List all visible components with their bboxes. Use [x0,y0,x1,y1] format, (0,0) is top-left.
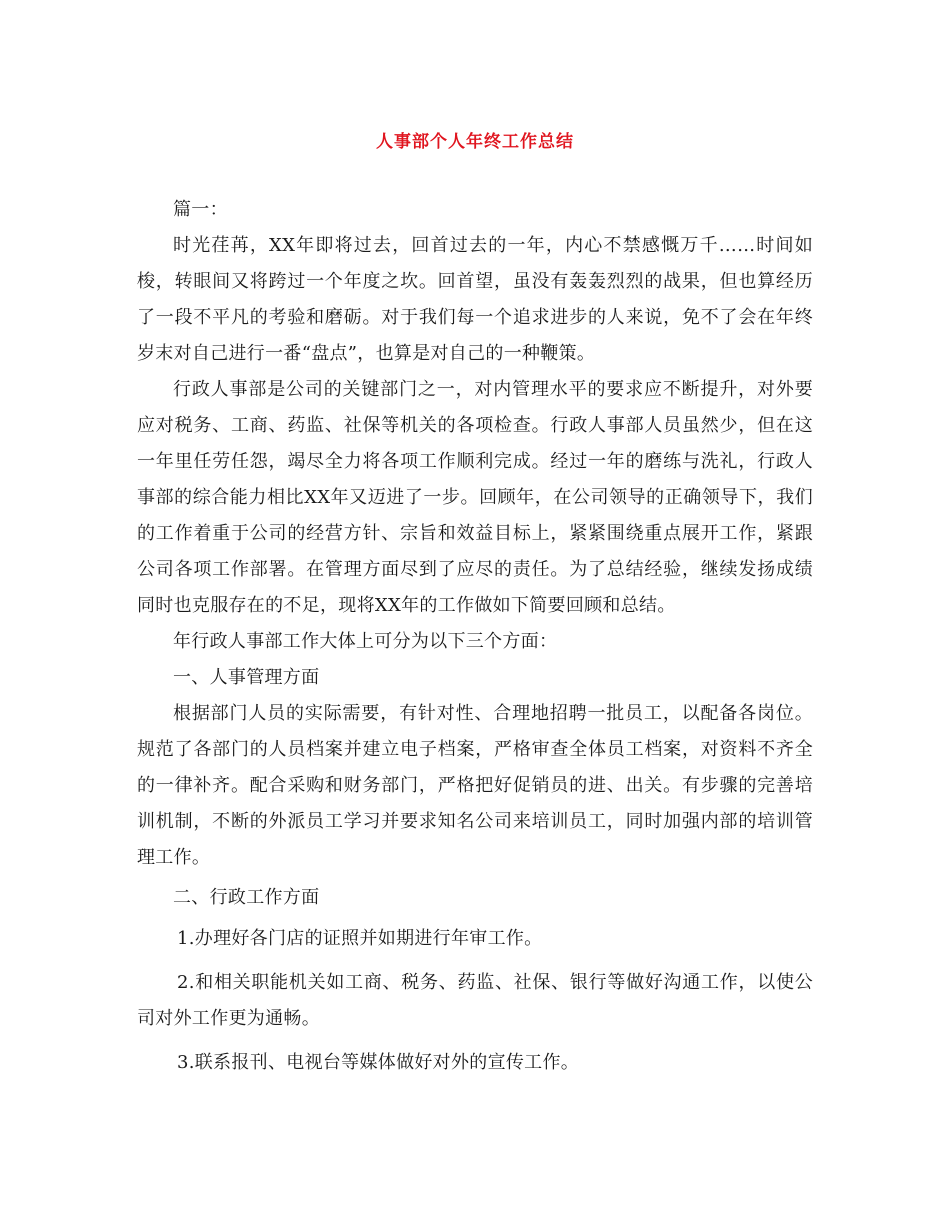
document-title: 人事部个人年终工作总结 [376,132,574,152]
paragraph-department: 行政人事部是公司的关键部门之一，对内管理水平的要求应不断提升，对外要应对税务、工商、药监、社保等机关的各项检查。行政人事部人员虽然少，但在这一年里任劳任怨，竭尽全力将各项工作顺利完成。经过一年的磨练与洗礼，行政人事部的综合能力相比XX年又迈进了一步。回顾年，在公司领导的正确领导下，我们的工作着重于公司的经营方针、宗旨和效益目标上，紧紧围绕重点展开工作，紧跟公司各项工作部署。在管理方面尽到了应尽的责任。为了总结经验，继续发扬成绩同时也克服存在的不足，现将XX年的工作做如下简要回顾和总结。 [137,379,813,616]
paragraph-intro: 时光荏苒，XX年即将过去，回首过去的一年，内心不禁感慨万千……时间如梭，转眼间又将跨过一个年度之坎。回首望，虽没有轰轰烈烈的战果，但也算经历了一段不平凡的考验和磨砺。对于我们每一个追求进步的人来说，免不了会在年终岁末对自己进行一番“盘点”，也算是对自己的一种鞭策。 [137,235,813,364]
list-item-1: 1.办理好各门店的证照并如期进行年审工作。 [177,928,543,949]
document-body [137,192,813,1081]
heading-personnel: 一、人事管理方面 [173,667,320,688]
section-label: 篇一： [173,199,228,220]
paragraph-overview: 年行政人事部工作大体上可分为以下三个方面： [173,631,558,652]
list-item-3: 3.联系报刊、电视台等媒体做好对外的宣传工作。 [177,1052,580,1073]
list-item-2: 2.和相关职能机关如工商、税务、药监、社保、银行等做好沟通工作，以使公司对外工作更为通畅。 [137,972,813,1029]
paragraph-personnel: 根据部门人员的实际需要，有针对性、合理地招聘一批员工，以配备各岗位。规范了各部门的人员档案并建立电子档案，严格审查全体员工档案，对资料不齐全的一律补齐。配合采购和财务部门，严格把好促销员的进、出关。有步骤的完善培训机制，不断的外派员工学习并要求知名公司来培训员工，同时加强内部的培训管理工作。 [137,703,813,868]
heading-administration: 二、行政工作方面 [173,887,320,908]
